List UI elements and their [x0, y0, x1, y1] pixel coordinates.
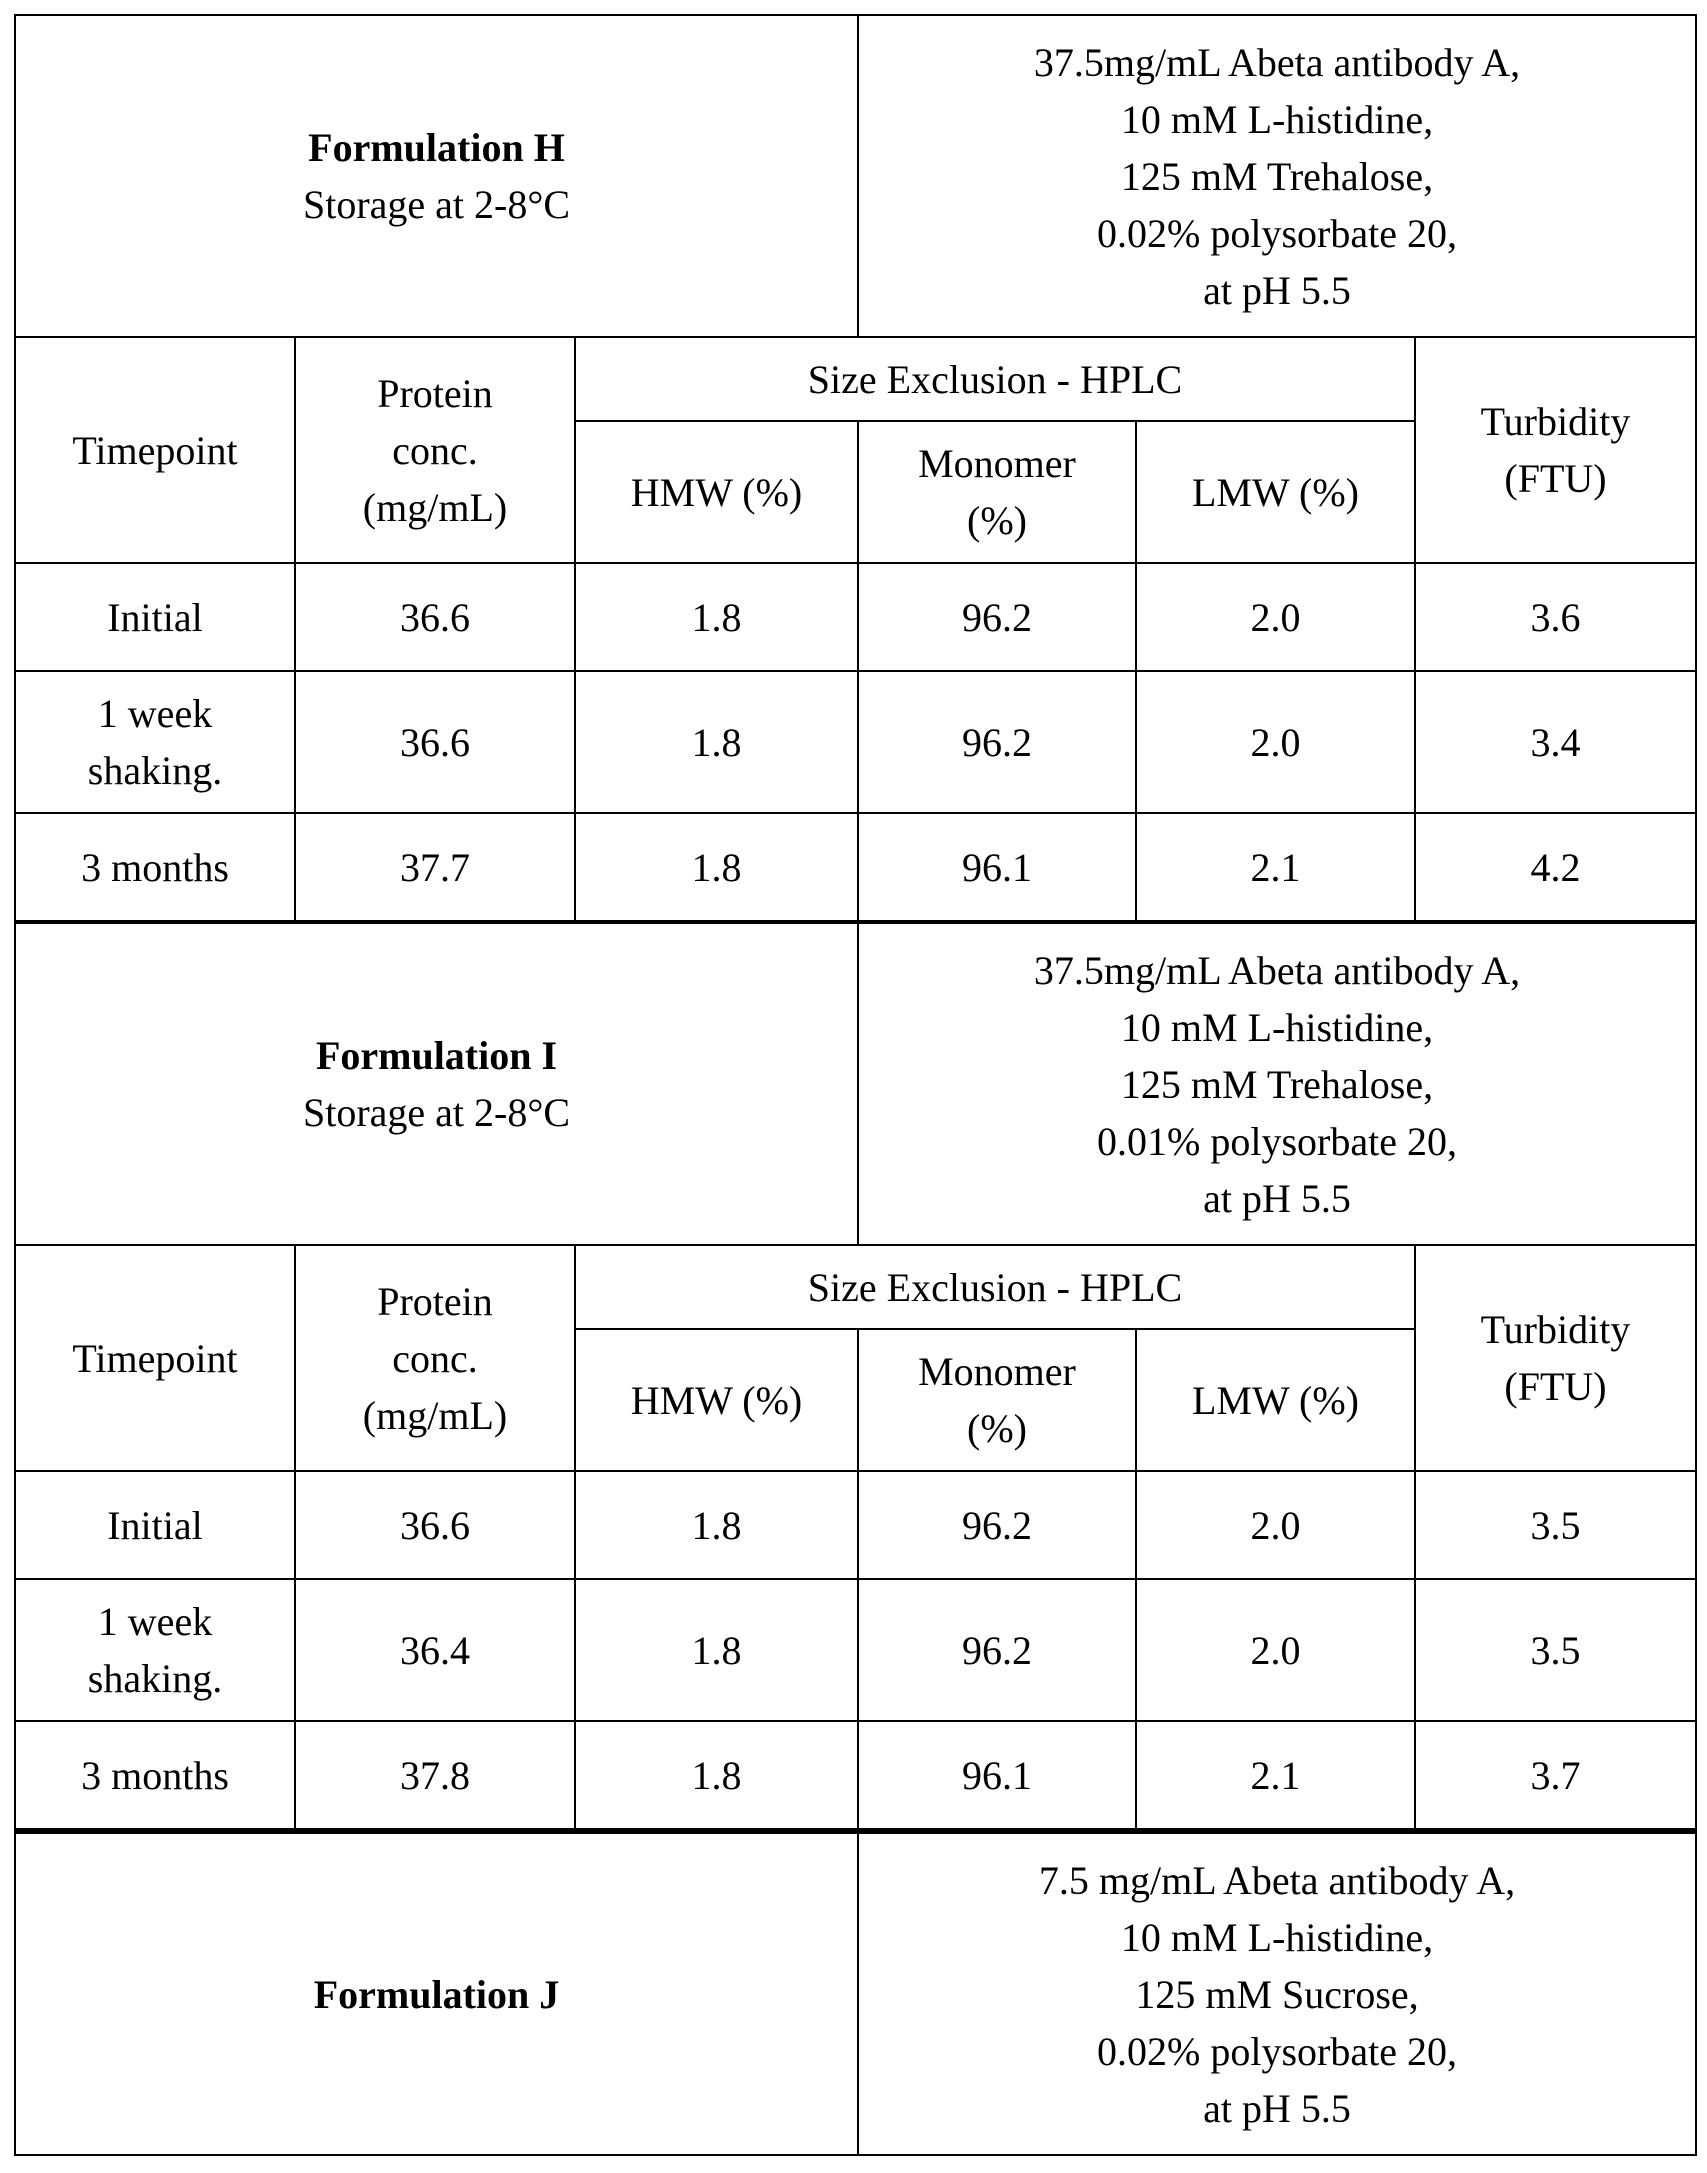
text-line: Initial	[16, 1497, 294, 1554]
text-line: Monomer	[859, 1343, 1135, 1400]
col-hmw: HMW (%)	[575, 421, 858, 563]
text-line: Turbidity	[1416, 393, 1695, 450]
formulation-stability-document	[14, 14, 1695, 2156]
text-line: (mg/mL)	[296, 1387, 574, 1444]
col-sec-hplc: Size Exclusion - HPLC	[575, 1245, 1415, 1329]
cell-timepoint	[15, 1721, 295, 1831]
text-line: (FTU)	[1416, 450, 1695, 507]
cell-lmw: 2.1	[1136, 1721, 1415, 1831]
text-line: 0.02% polysorbate 20,	[859, 205, 1695, 262]
text-line: (FTU)	[1416, 1358, 1695, 1415]
cell-monomer: 96.1	[858, 813, 1136, 922]
text-line: shaking.	[16, 1650, 294, 1707]
cell-monomer: 96.2	[858, 1471, 1136, 1579]
text-line: 10 mM L-histidine,	[859, 999, 1695, 1056]
text-line: (mg/mL)	[296, 479, 574, 536]
cell-timepoint	[15, 563, 295, 671]
storage-condition: Storage at 2-8°C	[16, 176, 857, 233]
cell-lmw: 2.1	[1136, 813, 1415, 922]
text-line: 3 months	[16, 1747, 294, 1804]
table-row	[15, 1579, 1696, 1721]
table-row	[15, 813, 1696, 922]
cell-timepoint	[15, 1579, 295, 1721]
table-row	[15, 563, 1696, 671]
cell-monomer: 96.2	[858, 671, 1136, 813]
text-line: 10 mM L-histidine,	[859, 91, 1695, 148]
col-hmw: HMW (%)	[575, 1329, 858, 1471]
text-line: Protein	[296, 1273, 574, 1330]
cell-lmw: 2.0	[1136, 1471, 1415, 1579]
col-lmw: LMW (%)	[1136, 1329, 1415, 1471]
cell-turbidity: 3.5	[1415, 1579, 1696, 1721]
cell-turbidity: 3.6	[1415, 563, 1696, 671]
formulation-name: Formulation H	[16, 119, 857, 176]
formulation-header-row	[15, 1831, 1696, 2155]
text-line: 125 mM Trehalose,	[859, 148, 1695, 205]
text-line: 125 mM Trehalose,	[859, 1056, 1695, 1113]
col-lmw: LMW (%)	[1136, 421, 1415, 563]
text-line: (%)	[859, 492, 1135, 549]
formulation-composition	[858, 922, 1696, 1245]
text-line: Protein	[296, 365, 574, 422]
text-line: 125 mM Sucrose,	[859, 1966, 1695, 2023]
col-timepoint: Timepoint	[15, 337, 295, 563]
formulation-name: Formulation J	[16, 1966, 857, 2023]
formulation-header-row	[15, 15, 1696, 337]
cell-protein: 36.4	[295, 1579, 575, 1721]
text-line: 1 week	[16, 1593, 294, 1650]
cell-monomer: 96.1	[858, 1721, 1136, 1831]
cell-hmw: 1.8	[575, 813, 858, 922]
cell-lmw: 2.0	[1136, 671, 1415, 813]
formulation-name-cell	[15, 922, 858, 1245]
formulation-composition	[858, 15, 1696, 337]
cell-lmw: 2.0	[1136, 1579, 1415, 1721]
column-header-row	[15, 1245, 1696, 1329]
cell-lmw: 2.0	[1136, 563, 1415, 671]
cell-turbidity: 3.4	[1415, 671, 1696, 813]
formulation-name-cell	[15, 1831, 858, 2155]
text-line: at pH 5.5	[859, 262, 1695, 319]
formulation-name: Formulation I	[16, 1027, 857, 1084]
formulation-stability-table	[14, 14, 1697, 2156]
text-line: 37.5mg/mL Abeta antibody A,	[859, 34, 1695, 91]
text-line: 7.5 mg/mL Abeta antibody A,	[859, 1852, 1695, 1909]
col-monomer	[858, 1329, 1136, 1471]
col-protein-conc	[295, 1245, 575, 1471]
table-row	[15, 671, 1696, 813]
text-line: 3 months	[16, 839, 294, 896]
text-line: 0.01% polysorbate 20,	[859, 1113, 1695, 1170]
col-protein-conc	[295, 337, 575, 563]
cell-timepoint	[15, 813, 295, 922]
cell-timepoint	[15, 1471, 295, 1579]
cell-hmw: 1.8	[575, 671, 858, 813]
cell-protein: 37.7	[295, 813, 575, 922]
cell-hmw: 1.8	[575, 563, 858, 671]
col-sec-hplc: Size Exclusion - HPLC	[575, 337, 1415, 421]
formulation-composition	[858, 1831, 1696, 2155]
cell-protein: 36.6	[295, 563, 575, 671]
text-line: 10 mM L-histidine,	[859, 1909, 1695, 1966]
col-turbidity	[1415, 1245, 1696, 1471]
formulation-name-cell	[15, 15, 858, 337]
text-line: at pH 5.5	[859, 1170, 1695, 1227]
cell-hmw: 1.8	[575, 1721, 858, 1831]
table-row	[15, 1471, 1696, 1579]
text-line: Turbidity	[1416, 1301, 1695, 1358]
cell-turbidity: 4.2	[1415, 813, 1696, 922]
text-line: (%)	[859, 1400, 1135, 1457]
cell-hmw: 1.8	[575, 1579, 858, 1721]
table-row	[15, 1721, 1696, 1831]
text-line: 0.02% polysorbate 20,	[859, 2023, 1695, 2080]
cell-turbidity: 3.7	[1415, 1721, 1696, 1831]
formulation-header-row	[15, 922, 1696, 1245]
col-timepoint: Timepoint	[15, 1245, 295, 1471]
text-line: Initial	[16, 589, 294, 646]
text-line: 37.5mg/mL Abeta antibody A,	[859, 942, 1695, 999]
text-line: Monomer	[859, 435, 1135, 492]
column-header-row	[15, 337, 1696, 421]
text-line: conc.	[296, 1330, 574, 1387]
text-line: 1 week	[16, 685, 294, 742]
cell-hmw: 1.8	[575, 1471, 858, 1579]
cell-timepoint	[15, 671, 295, 813]
text-line: shaking.	[16, 742, 294, 799]
cell-protein: 36.6	[295, 1471, 575, 1579]
text-line: conc.	[296, 422, 574, 479]
cell-monomer: 96.2	[858, 563, 1136, 671]
cell-protein: 36.6	[295, 671, 575, 813]
cell-turbidity: 3.5	[1415, 1471, 1696, 1579]
text-line: at pH 5.5	[859, 2080, 1695, 2137]
col-turbidity	[1415, 337, 1696, 563]
cell-protein: 37.8	[295, 1721, 575, 1831]
storage-condition: Storage at 2-8°C	[16, 1084, 857, 1141]
cell-monomer: 96.2	[858, 1579, 1136, 1721]
col-monomer	[858, 421, 1136, 563]
